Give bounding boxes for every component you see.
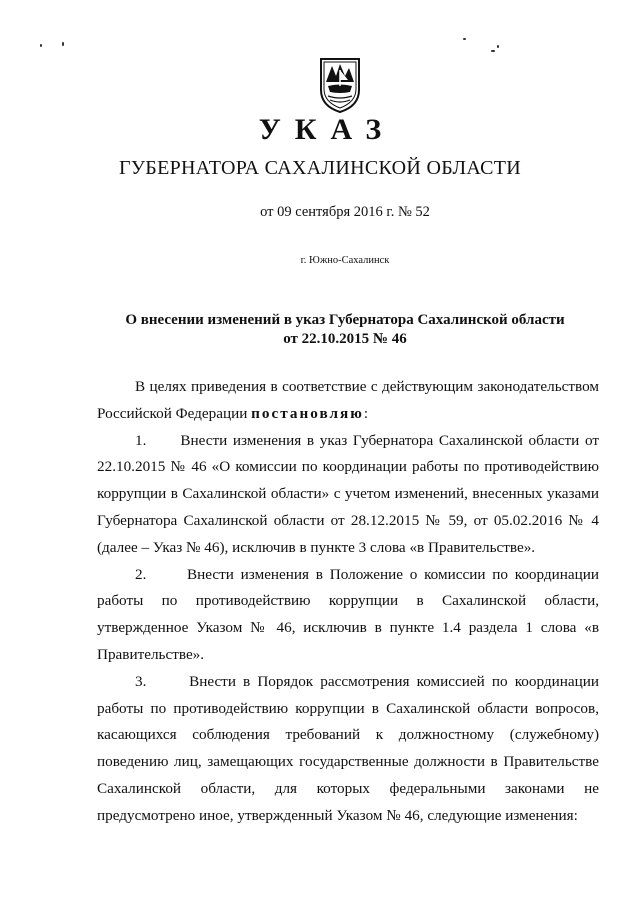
sakhalin-coat-of-arms-icon: [318, 56, 362, 114]
item-text: Внести изменения в указ Губернатора Сахалинской области от 22.10.2015 № 46 «О комиссии по координации работы по противодействию коррупции в Сахалинской области» с учетом изменений, внесенных указами Губернатора Сахалинской области от 28.12.2015 № 59, от 05.02.2016 № 4 (далее – Указ № 46), исключив в пункте 3 слова «в Правительстве».: [97, 431, 599, 556]
scan-speck: [491, 50, 495, 52]
scan-speck: [62, 42, 64, 46]
document-date-number: от 09 сентября 2016 г. № 52: [260, 204, 430, 220]
intro-text: В целях приведения в соответствие с действующим законодательством Российской Федерации: [97, 378, 599, 422]
item-text: Внести изменения в Положение о комиссии по координации работы по противодействию коррупции в Сахалинской области, утвержденное Указом № 46, исключив в пункте 1.4 раздела 1 слова «в Правительстве».: [97, 565, 600, 663]
document-heading: [100, 311, 590, 349]
heading-line: О внесении изменений в указ Губернатора Сахалинской области: [125, 312, 565, 328]
list-item: [97, 428, 599, 562]
list-item: [97, 562, 599, 669]
intro-colon: :: [363, 404, 369, 422]
intro-paragraph: [97, 374, 599, 428]
item-text: Внести в Порядок рассмотрения комиссией по координации работы по противодействию коррупции в Сахалинской области вопросов, касающихся соблюдения требований к должностному (служебному) поведению лиц, замещающих государственные должности в Правительстве Сахалинской области, для которых федеральными законами не предусмотрено иное, утвержденный Указом № 46, следующие изменения:: [97, 672, 599, 824]
heading-line: от 22.10.2015 № 46: [283, 331, 407, 347]
document-title: УКАЗ: [258, 113, 396, 146]
document-subtitle: ГУБЕРНАТОРА САХАЛИНСКОЙ ОБЛАСТИ: [118, 157, 521, 179]
item-number: 3.: [135, 672, 147, 690]
list-item: [97, 669, 599, 830]
scan-speck: [40, 44, 42, 47]
scan-speck: [497, 45, 499, 48]
document-city: г. Южно-Сахалинск: [300, 255, 390, 266]
item-number: 1.: [135, 431, 147, 449]
scan-speck: [463, 38, 466, 40]
item-number: 2.: [135, 565, 147, 583]
intro-emphasis: постановляю: [251, 404, 364, 422]
document-body: [97, 374, 599, 830]
